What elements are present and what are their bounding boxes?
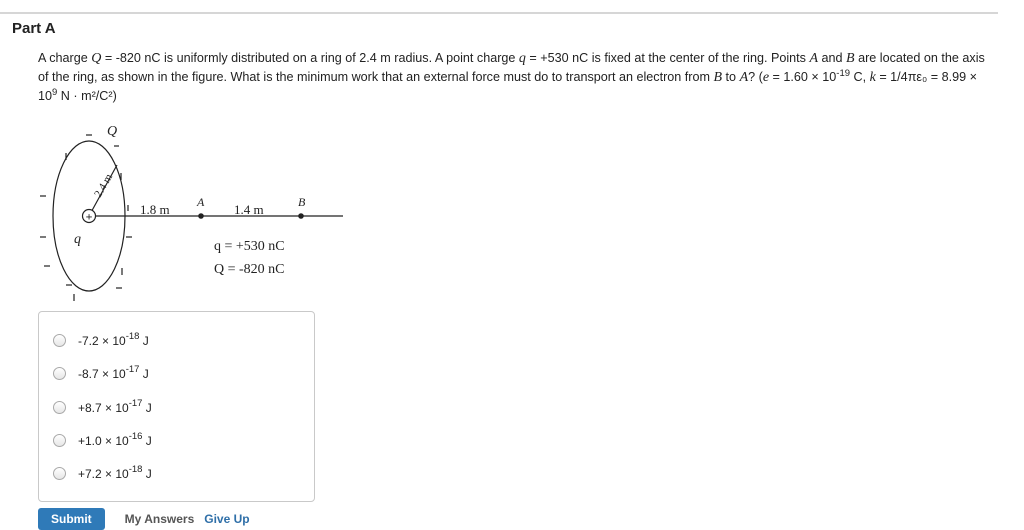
choice-1[interactable] (53, 330, 149, 350)
choice-5[interactable] (53, 463, 152, 483)
answer-choices (38, 311, 315, 502)
choice-3[interactable] (53, 397, 152, 417)
choice-2[interactable] (53, 363, 149, 383)
choice-4[interactable] (53, 430, 152, 450)
choice-label: $-7.2 \times 10^{-18}$ J (78, 331, 149, 348)
radio-button[interactable] (53, 334, 66, 347)
ring-figure (36, 118, 356, 308)
action-bar (38, 508, 250, 528)
question-text: A charge Q = -820 nC is uniformly distributed on a ring of 2.4 m radius. A point charge q = +530 nC is fixed at the center of the ring. Points A and B are located on the axis of the ring, as shown in the figure. What is the minimum work that an external force must do to transport an electron from B to A? ($e = 1.60 \times 10^{-19}$ C, $k = 1/4\pi\varepsilon_0 = 8.99 \times 10^9$ N · m²/C²) (38, 51, 985, 103)
info-big-q: Q = -820 nC (214, 262, 285, 277)
my-answers-link[interactable]: My Answers (124, 512, 195, 526)
distance-label-1: 1.8 m (140, 202, 170, 217)
choice-label: $+1.0 \times 10^{-16}$ J (78, 431, 152, 448)
center-charge-sign: + (85, 209, 93, 224)
distance-label-2: 1.4 m (234, 202, 264, 217)
ring-charge-label: Q (107, 124, 118, 139)
choice-label: $-8.7 \times 10^{-17}$ J (78, 364, 149, 381)
center-charge-label: q (74, 232, 81, 247)
top-divider (0, 12, 998, 14)
radio-button[interactable] (53, 367, 66, 380)
info-small-q: q = +530 nC (214, 239, 285, 254)
radio-button[interactable] (53, 401, 66, 414)
radio-button[interactable] (53, 434, 66, 447)
choice-label: $+7.2 \times 10^{-18}$ J (78, 464, 152, 481)
submit-button[interactable]: Submit (38, 508, 105, 530)
point-a (198, 213, 204, 219)
point-b-label: B (298, 195, 306, 209)
radio-button[interactable] (53, 467, 66, 480)
part-title: Part A (12, 20, 56, 37)
choice-label: $+8.7 \times 10^{-17}$ J (78, 398, 152, 415)
give-up-link[interactable]: Give Up (204, 512, 250, 526)
point-b (298, 213, 304, 219)
point-a-label: A (197, 195, 205, 209)
radius-label: 2.4 m (92, 171, 116, 200)
